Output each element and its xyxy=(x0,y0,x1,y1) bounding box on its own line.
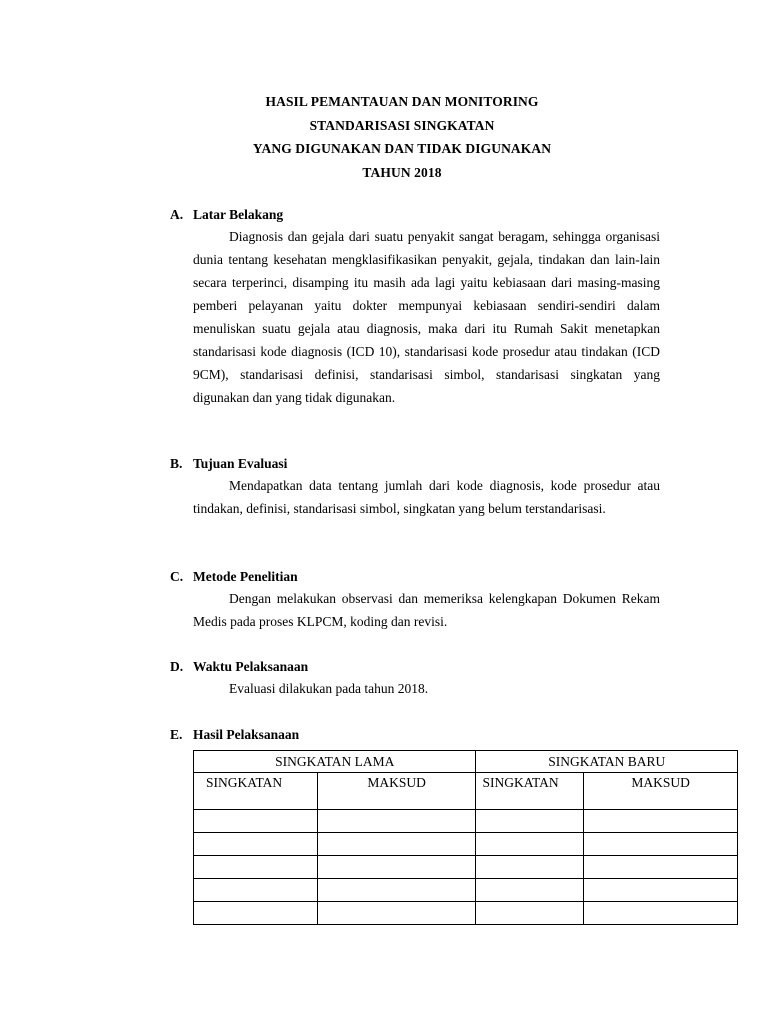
table-cell xyxy=(584,810,738,833)
table-row xyxy=(194,879,738,902)
section-title: Waktu Pelaksanaan xyxy=(193,659,309,674)
section-letter: B. xyxy=(170,456,183,471)
table-cell xyxy=(194,856,318,879)
table-cell xyxy=(194,902,318,925)
section-heading xyxy=(170,727,660,743)
table-cell xyxy=(317,879,476,902)
table-row xyxy=(194,902,738,925)
column-header-singkatan-old: SINGKATAN xyxy=(194,773,318,810)
table-cell xyxy=(476,856,584,879)
table-cell xyxy=(317,856,476,879)
column-header-singkatan-new: SINGKATAN xyxy=(476,773,584,810)
section-tujuan-evaluasi xyxy=(170,456,660,520)
document-title xyxy=(100,90,704,184)
section-title: Latar Belakang xyxy=(193,207,284,222)
table-cell xyxy=(584,902,738,925)
group-header-new: SINGKATAN BARU xyxy=(476,751,738,773)
section-body: Dengan melakukan observasi dan memeriksa kelengkapan Dokumen Rekam Medis pada proses KLPCM, koding dan revisi. xyxy=(193,591,660,629)
table-cell xyxy=(584,879,738,902)
section-title: Hasil Pelaksanaan xyxy=(193,727,300,742)
table-cell xyxy=(476,833,584,856)
table-cell xyxy=(317,833,476,856)
title-line-1: HASIL PEMANTAUAN DAN MONITORING xyxy=(265,94,539,109)
table-cell xyxy=(476,810,584,833)
section-letter: E. xyxy=(170,727,183,742)
title-line-3: YANG DIGUNAKAN DAN TIDAK DIGUNAKAN xyxy=(252,141,552,156)
section-latar-belakang xyxy=(170,207,660,409)
section-body: Diagnosis dan gejala dari suatu penyakit sangat beragam, sehingga organisasi dunia tentang kesehatan mengklasifikasikan penyakit, gejala, tindakan dan lain-lain secara terperinci, disamping itu masih ada lagi yaitu kebiasaan dari masing-masing pemberi pelayanan yaitu dokter mempunyai kebiasaan sendiri-sendiri dalam menuliskan suatu gejala atau diagnosis, maka dari itu Rumah Sakit menetapkan standarisasi kode diagnosis (ICD 10), standarisasi kode prosedur atau tindakan (ICD 9CM), standarisasi definisi, standarisasi simbol, standarisasi singkatan yang digunakan dan yang tidak digunakan. xyxy=(193,229,660,405)
section-metode-penelitian xyxy=(170,569,660,633)
table-cell xyxy=(584,856,738,879)
section-waktu-pelaksanaan xyxy=(170,659,660,700)
column-header-maksud-new: MAKSUD xyxy=(584,773,738,810)
title-line-2: STANDARISASI SINGKATAN xyxy=(309,117,495,133)
table-cell xyxy=(194,879,318,902)
section-heading xyxy=(170,569,660,585)
table-cell xyxy=(476,879,584,902)
title-line-4: TAHUN 2018 xyxy=(362,164,442,180)
group-header-old: SINGKATAN LAMA xyxy=(194,751,476,773)
column-header-maksud-old: MAKSUD xyxy=(317,773,476,810)
table-row xyxy=(194,810,738,833)
section-body: Mendapatkan data tentang jumlah dari kode diagnosis, kode prosedur atau tindakan, definisi, standarisasi simbol, singkatan yang belum terstandarisasi. xyxy=(193,478,660,516)
section-title: Tujuan Evaluasi xyxy=(193,456,288,471)
section-heading xyxy=(170,207,660,223)
section-letter: A. xyxy=(170,207,184,222)
table-column-header-row xyxy=(194,773,738,810)
section-heading xyxy=(170,456,660,472)
table-row xyxy=(194,856,738,879)
table-row xyxy=(194,833,738,856)
section-body: Evaluasi dilakukan pada tahun 2018. xyxy=(229,681,429,696)
table-cell xyxy=(194,833,318,856)
section-title: Metode Penelitian xyxy=(193,569,298,584)
section-letter: C. xyxy=(170,569,184,584)
section-letter: D. xyxy=(170,659,184,674)
table-cell xyxy=(476,902,584,925)
table-cell xyxy=(317,902,476,925)
table-cell xyxy=(317,810,476,833)
section-heading xyxy=(170,659,660,675)
table-group-header-row xyxy=(194,751,738,773)
table-cell xyxy=(584,833,738,856)
section-hasil-pelaksanaan xyxy=(170,727,660,743)
table-cell xyxy=(194,810,318,833)
results-table xyxy=(193,750,738,925)
